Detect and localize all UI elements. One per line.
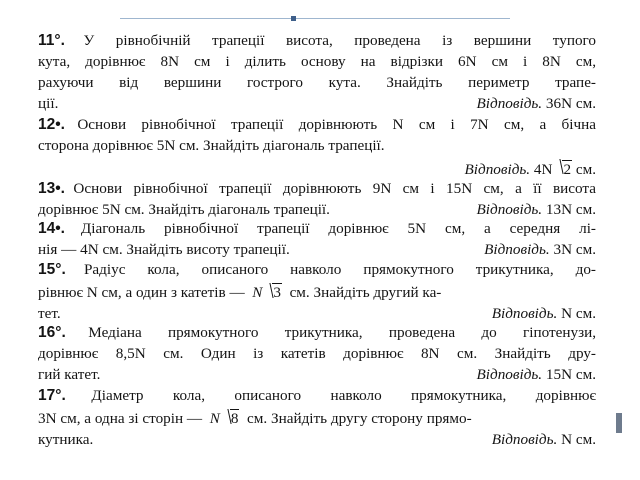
problem-line: сторона дорівнює 5N см. Знайдіть діагональ трапеції. bbox=[38, 137, 385, 154]
problem-line bbox=[38, 156, 596, 180]
answer-label: Відповідь. bbox=[476, 366, 543, 383]
problem-line bbox=[38, 406, 596, 429]
answer bbox=[492, 303, 596, 324]
answer-label: Відповідь. bbox=[484, 241, 550, 258]
problem-text: У рівнобічній трапеції висота, проведена із вершини тупого bbox=[83, 32, 597, 49]
problem-line bbox=[38, 429, 596, 450]
problem-text: кутника. bbox=[38, 431, 94, 448]
problem-15 bbox=[38, 259, 596, 324]
problem-line bbox=[38, 93, 596, 114]
problem-text: ції. bbox=[38, 95, 59, 112]
problem-number: 15°. bbox=[38, 261, 66, 278]
problem-text: Основи рівнобічної трапеції дорівнюють 9N см і 15N см, а її висота bbox=[73, 180, 596, 197]
problem-line bbox=[38, 199, 596, 220]
problem-text: см. Знайдіть другий ка- bbox=[289, 284, 442, 301]
problem-text: Медіана прямокутного трикутника, проведена до гіпотенузи, bbox=[88, 324, 597, 341]
problem-text: Діаметр кола, описаного навколо прямокутника, дорівнює bbox=[91, 387, 596, 404]
answer-label: Відповідь. bbox=[464, 161, 531, 178]
problem-number: 13•. bbox=[38, 180, 65, 197]
answer-value: N см. bbox=[561, 305, 596, 322]
radicand: 2 bbox=[563, 161, 572, 178]
problem-text: Діагональ рівнобічної трапеції дорівнює 5N см, а середня лі- bbox=[80, 220, 596, 237]
problem-line bbox=[38, 303, 596, 324]
answer bbox=[477, 364, 596, 385]
problem-number: 11°. bbox=[38, 32, 65, 49]
problem-line: рахуючи від вершини гострого кута. Знайдіть периметр трапе- bbox=[38, 74, 596, 91]
problem-12 bbox=[38, 114, 596, 180]
scan-edge-line bbox=[120, 18, 510, 19]
answer-label: Відповідь. bbox=[476, 95, 543, 112]
problem-line bbox=[38, 385, 596, 406]
answer bbox=[477, 93, 596, 114]
answer-prefix: 4N bbox=[533, 161, 553, 178]
problem-text: рівнює N см, а один з катетів — bbox=[38, 284, 245, 301]
problem-16 bbox=[38, 322, 596, 385]
math-variable: N bbox=[209, 410, 220, 427]
problem-11 bbox=[38, 30, 596, 114]
problem-line: дорівнює 8,5N см. Один із катетів дорівнює 8N см. Знайдіть дру- bbox=[38, 345, 596, 362]
problem-number: 16°. bbox=[38, 324, 66, 341]
problem-text: тет. bbox=[38, 305, 61, 322]
answer-label: Відповідь. bbox=[476, 201, 543, 218]
scan-edge-mark bbox=[616, 413, 622, 433]
answer-unit: см. bbox=[575, 161, 596, 178]
problem-line bbox=[38, 114, 596, 135]
problem-17 bbox=[38, 385, 596, 450]
problem-line bbox=[38, 178, 596, 199]
answer bbox=[484, 239, 596, 260]
problem-line bbox=[38, 322, 596, 343]
answer-value: N см. bbox=[561, 431, 596, 448]
answer-label: Відповідь. bbox=[491, 431, 558, 448]
problem-14 bbox=[38, 218, 596, 260]
answer-label: Відповідь. bbox=[491, 305, 558, 322]
problem-line bbox=[38, 239, 596, 260]
problem-text: дорівнює 5N см. Знайдіть діагональ трапеції. bbox=[38, 201, 330, 218]
problem-text: см. Знайдіть другу сторону прямо- bbox=[247, 410, 472, 427]
problem-line bbox=[38, 259, 596, 280]
problem-number: 14•. bbox=[38, 220, 65, 237]
square-root bbox=[220, 406, 240, 431]
problem-line bbox=[38, 280, 596, 303]
problem-line bbox=[38, 30, 596, 51]
problem-line bbox=[38, 364, 596, 385]
radicand: 8 bbox=[230, 410, 239, 427]
problem-text: Основи рівнобічної трапеції дорівнюють N см і 7N см, а бічна bbox=[77, 116, 596, 133]
problem-number: 12•. bbox=[38, 116, 65, 133]
radicand: 3 bbox=[273, 284, 281, 301]
answer bbox=[477, 199, 596, 220]
scan-marker bbox=[291, 16, 296, 21]
problem-number: 17°. bbox=[38, 387, 66, 404]
answer bbox=[492, 429, 596, 450]
answer-value: 36N см. bbox=[545, 95, 596, 112]
answer-value: 15N см. bbox=[545, 366, 596, 383]
answer-value: 13N см. bbox=[545, 201, 596, 218]
answer-value: 3N см. bbox=[553, 241, 596, 258]
problem-text: нія — 4N см. Знайдіть висоту трапеції. bbox=[38, 241, 290, 258]
problem-line bbox=[38, 218, 596, 239]
problem-line: кута, дорівнює 8N см і ділить основу на відрізки 6N см і 8N см, bbox=[38, 53, 596, 70]
problem-text: 3N см, а одна зі сторін — bbox=[38, 410, 203, 427]
square-root bbox=[262, 280, 282, 305]
problem-text: гий катет. bbox=[38, 366, 101, 383]
problem-text: Радіус кола, описаного навколо прямокутного трикутника, до- bbox=[83, 261, 596, 278]
problem-13 bbox=[38, 178, 596, 220]
math-variable: N bbox=[252, 284, 263, 301]
